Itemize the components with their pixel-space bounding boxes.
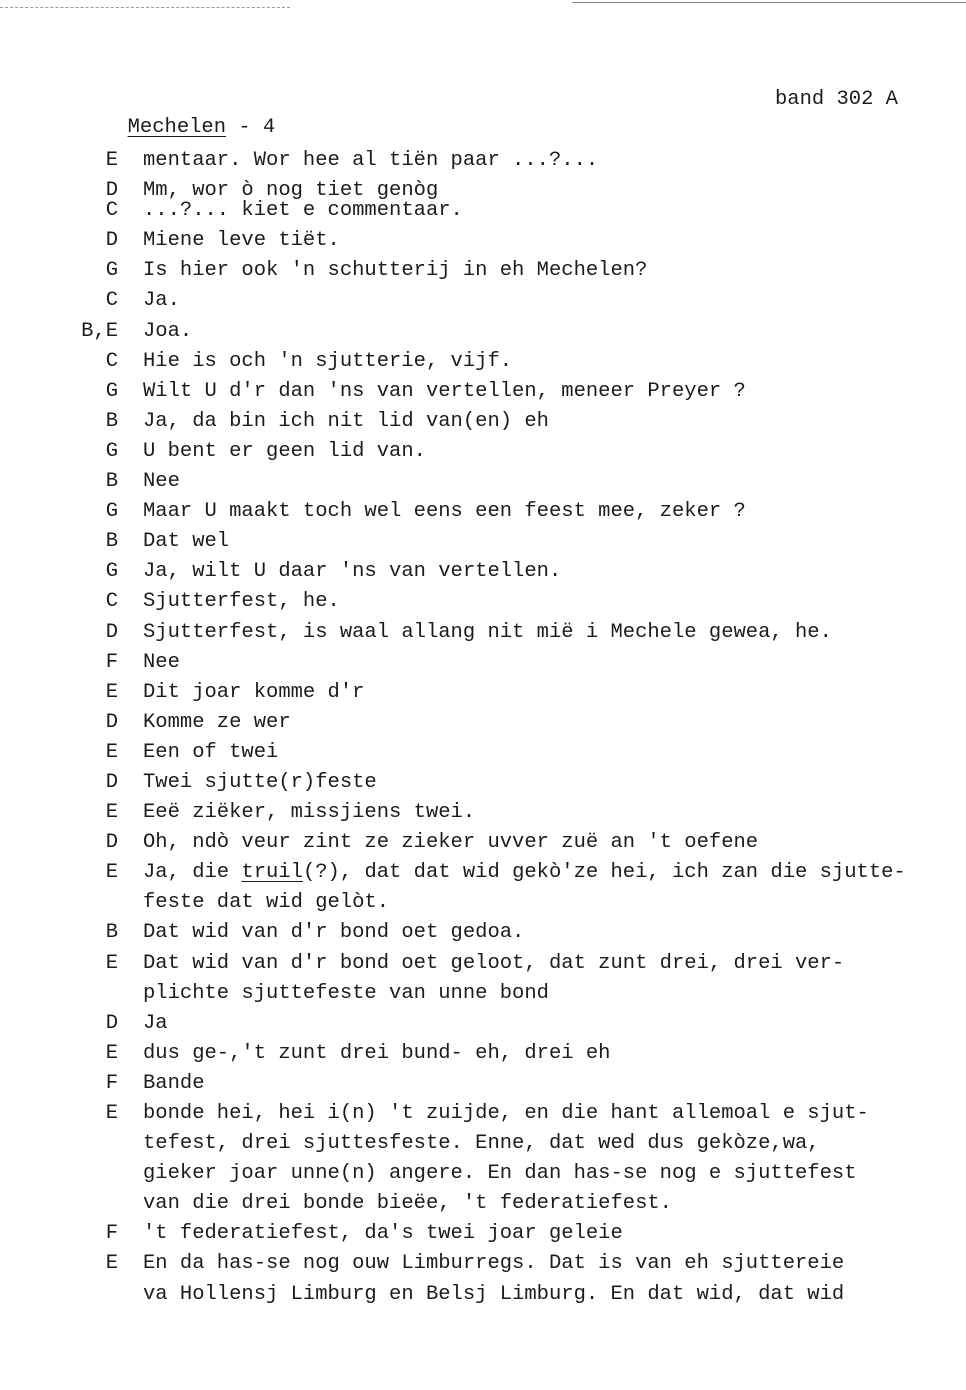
text-segment: bonde hei, hei i(n) 't zuijde, en die hant allemoal e sjut- bbox=[143, 1102, 869, 1125]
text-segment: Dat wel bbox=[143, 530, 230, 554]
speaker-label: F bbox=[105, 650, 118, 674]
speaker-label: B bbox=[105, 409, 118, 433]
transcript-line bbox=[0, 497, 966, 527]
utterance-text bbox=[143, 1069, 205, 1099]
transcript-line bbox=[0, 979, 966, 1009]
text-segment: Sjutterfest, is waal allang nit mië i Mechele gewea, he. bbox=[143, 620, 832, 644]
speaker-label: E bbox=[105, 1041, 118, 1065]
transcript-line bbox=[0, 196, 966, 226]
transcript-line bbox=[0, 648, 966, 678]
transcript-line bbox=[0, 1039, 966, 1069]
transcript-line bbox=[0, 1099, 966, 1129]
text-segment: 't federatiefest, da's twei joar geleie bbox=[143, 1222, 623, 1246]
text-segment: Miene leve tiët. bbox=[143, 229, 340, 253]
text-segment: Een of twei bbox=[143, 740, 279, 764]
header-band: band 302 A bbox=[774, 88, 898, 111]
utterance-text bbox=[143, 798, 475, 828]
transcript-line bbox=[0, 256, 966, 286]
utterance-text bbox=[143, 979, 549, 1009]
transcript-line bbox=[0, 377, 966, 407]
text-segment: Eeë ziëker, missjiens twei. bbox=[143, 801, 476, 825]
text-segment: Oh, ndò veur zint ze zieker uvver zuë an 't oefene bbox=[143, 831, 759, 855]
speaker-label: E bbox=[105, 951, 118, 975]
speaker-label: D bbox=[105, 179, 118, 203]
utterance-text bbox=[143, 708, 291, 738]
utterance-text bbox=[143, 1099, 869, 1129]
utterance-text bbox=[143, 648, 180, 678]
utterance-text bbox=[143, 497, 746, 527]
text-segment: ...?... kiet e commentaar. bbox=[143, 199, 463, 223]
text-segment: Maar U maakt toch wel eens een feest mee, zeker ? bbox=[143, 500, 746, 524]
utterance-text bbox=[143, 256, 647, 286]
speaker-label: E bbox=[105, 149, 118, 172]
speaker-label: D bbox=[105, 770, 118, 794]
top-rule-dashed bbox=[0, 7, 290, 8]
underlined-word: truil bbox=[241, 861, 303, 885]
transcript-line bbox=[0, 557, 966, 587]
text-segment: Ja, die bbox=[143, 861, 242, 885]
transcript-line bbox=[0, 347, 966, 377]
utterance-text bbox=[143, 738, 278, 768]
speaker-label: D bbox=[105, 1011, 118, 1035]
utterance-text bbox=[143, 918, 524, 948]
utterance-text bbox=[143, 347, 512, 377]
text-segment: U bent er geen lid van. bbox=[143, 439, 426, 463]
transcript-line bbox=[0, 286, 966, 316]
utterance-text bbox=[143, 1189, 672, 1219]
speaker-label: G bbox=[105, 560, 118, 584]
text-segment: Sjutterfest, he. bbox=[143, 590, 340, 614]
text-segment: Ja. bbox=[143, 289, 180, 313]
utterance-text bbox=[143, 226, 340, 256]
speaker-label: E bbox=[105, 680, 118, 704]
text-segment: Is hier ook 'n schutterij in eh Mechelen? bbox=[143, 259, 648, 283]
header-page-number: - 4 bbox=[226, 116, 276, 139]
text-segment: van die drei bonde bieëe, 't federatiefest. bbox=[143, 1192, 672, 1216]
text-segment: feste dat wid gelòt. bbox=[143, 891, 390, 915]
speaker-label: C bbox=[105, 199, 118, 223]
speaker-label: E bbox=[105, 1252, 118, 1276]
text-segment: Ja, wilt U daar 'ns van vertellen. bbox=[143, 560, 562, 584]
speaker-label: C bbox=[105, 289, 118, 313]
speaker-label: G bbox=[105, 439, 118, 463]
page-header bbox=[103, 86, 898, 139]
speaker-label: B bbox=[105, 470, 118, 494]
utterance-text bbox=[143, 1159, 857, 1189]
speaker-label: B bbox=[105, 921, 118, 945]
transcript-line bbox=[0, 708, 966, 738]
speaker-label: B,E bbox=[81, 319, 118, 343]
text-segment: va Hollensj Limburg en Belsj Limburg. En dat wid, dat wid bbox=[143, 1282, 845, 1306]
speaker-label: F bbox=[105, 1222, 118, 1246]
text-segment: Hie is och 'n sjutterie, vijf. bbox=[143, 349, 513, 373]
text-segment: Mm, wor ò nog tiet genòg bbox=[143, 179, 439, 203]
utterance-text bbox=[143, 618, 832, 648]
transcript-line bbox=[0, 1069, 966, 1099]
text-segment: gieker joar unne(n) angere. En dan has-se nog e sjuttefest bbox=[143, 1162, 857, 1186]
text-segment: Komme ze wer bbox=[143, 710, 291, 734]
utterance-text bbox=[143, 377, 746, 407]
text-segment: Ja bbox=[143, 1011, 168, 1035]
transcript-line bbox=[0, 858, 966, 888]
utterance-text bbox=[143, 587, 340, 617]
utterance-text bbox=[143, 858, 906, 888]
utterance-text bbox=[143, 146, 598, 176]
utterance-text bbox=[143, 557, 561, 587]
transcript-line bbox=[0, 437, 966, 467]
speaker-label: G bbox=[105, 500, 118, 524]
transcript-line bbox=[0, 768, 966, 798]
transcript-line bbox=[0, 1009, 966, 1039]
utterance-text bbox=[143, 1039, 610, 1069]
utterance-text bbox=[143, 1249, 844, 1279]
utterance-text bbox=[143, 1009, 168, 1039]
transcript-line bbox=[0, 618, 966, 648]
text-segment: Wilt U d'r dan 'ns van vertellen, meneer Preyer ? bbox=[143, 379, 746, 403]
text-segment: tefest, drei sjuttesfeste. Enne, dat wed dus gekòze,wa, bbox=[143, 1132, 820, 1156]
text-segment: dus ge-,'t zunt drei bund- eh, drei eh bbox=[143, 1041, 611, 1065]
utterance-text bbox=[143, 437, 426, 467]
text-segment: Nee bbox=[143, 650, 180, 674]
text-segment: Ja, da bin ich nit lid van(en) eh bbox=[143, 409, 549, 433]
utterance-text bbox=[143, 407, 549, 437]
text-segment: Joa. bbox=[143, 319, 193, 343]
text-segment: Dat wid van d'r bond oet gedoa. bbox=[143, 921, 525, 945]
transcript-line bbox=[0, 527, 966, 557]
transcript-line bbox=[0, 918, 966, 948]
transcript-line bbox=[0, 798, 966, 828]
transcript-line bbox=[0, 1159, 966, 1189]
speaker-label: D bbox=[105, 831, 118, 855]
transcript-line bbox=[0, 678, 966, 708]
speaker-label: G bbox=[105, 259, 118, 283]
speaker-label: E bbox=[105, 861, 118, 885]
speaker-label: E bbox=[105, 1102, 118, 1125]
top-rule-solid bbox=[572, 2, 966, 3]
utterance-text bbox=[143, 888, 389, 918]
speaker-label: D bbox=[105, 710, 118, 734]
transcript-line bbox=[0, 146, 966, 176]
text-segment: En da has-se nog ouw Limburregs. Dat is van eh sjuttereie bbox=[143, 1252, 845, 1276]
utterance-text bbox=[143, 1219, 623, 1249]
transcript-line bbox=[0, 888, 966, 918]
transcript-line bbox=[0, 1219, 966, 1249]
utterance-text bbox=[143, 317, 192, 347]
utterance-text bbox=[143, 949, 844, 979]
transcript-line bbox=[0, 226, 966, 256]
text-segment: Nee bbox=[143, 470, 180, 494]
utterance-text bbox=[143, 1129, 820, 1159]
transcript-body bbox=[0, 146, 966, 1310]
speaker-label: C bbox=[105, 349, 118, 373]
text-segment: (?), dat dat wid gekò'ze hei, ich zan die sjutte- bbox=[302, 861, 906, 885]
transcript-line bbox=[0, 1280, 966, 1310]
transcript-line bbox=[0, 1249, 966, 1279]
text-segment: mentaar. Wor hee al tiën paar ...?... bbox=[143, 149, 599, 172]
transcript-line bbox=[0, 738, 966, 768]
header-place: Mechelen bbox=[127, 116, 227, 139]
transcript-line bbox=[0, 587, 966, 617]
transcript-line bbox=[0, 407, 966, 437]
text-segment: plichte sjuttefeste van unne bond bbox=[143, 981, 549, 1005]
transcript-line bbox=[0, 1129, 966, 1159]
speaker-label: B bbox=[105, 530, 118, 554]
text-segment: Dat wid van d'r bond oet geloot, dat zunt drei, drei ver- bbox=[143, 951, 845, 975]
speaker-label: C bbox=[105, 590, 118, 614]
utterance-text bbox=[143, 768, 377, 798]
transcript-line bbox=[0, 317, 966, 347]
utterance-text bbox=[143, 196, 463, 226]
utterance-text bbox=[143, 527, 229, 557]
speaker-label: G bbox=[105, 379, 118, 403]
text-segment: Bande bbox=[143, 1071, 205, 1095]
speaker-label: D bbox=[105, 229, 118, 253]
transcript-line bbox=[0, 949, 966, 979]
utterance-text bbox=[143, 1280, 844, 1310]
transcript-line bbox=[0, 828, 966, 858]
utterance-text bbox=[143, 286, 180, 316]
text-segment: Dit joar komme d'r bbox=[143, 680, 365, 704]
transcript-line bbox=[0, 467, 966, 497]
utterance-text bbox=[143, 678, 364, 708]
speaker-label: E bbox=[105, 740, 118, 764]
utterance-text bbox=[143, 467, 180, 497]
speaker-label: D bbox=[105, 620, 118, 644]
text-segment: Twei sjutte(r)feste bbox=[143, 770, 377, 794]
speaker-label: E bbox=[105, 801, 118, 825]
utterance-text bbox=[143, 828, 758, 858]
transcript-line bbox=[0, 1189, 966, 1219]
speaker-label: F bbox=[105, 1071, 118, 1095]
